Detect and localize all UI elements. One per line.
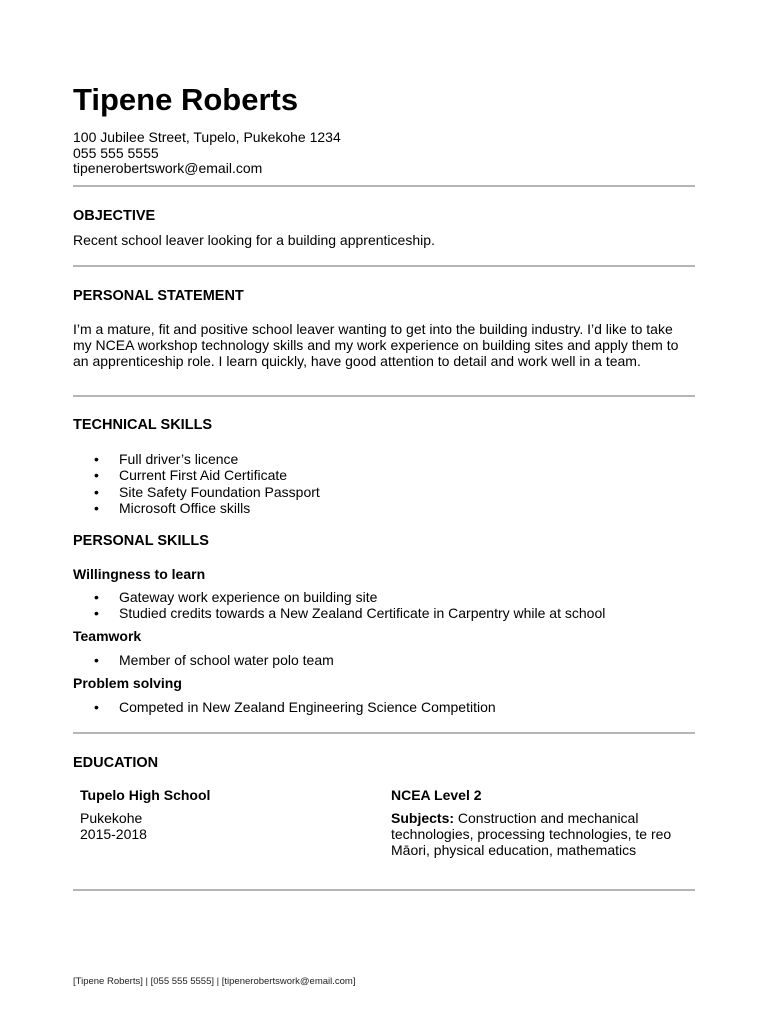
qualification-name: NCEA Level 2 (391, 787, 482, 803)
list-item: • Site Safety Foundation Passport (73, 484, 320, 500)
divider (73, 732, 695, 734)
list-item: • Competed in New Zealand Engineering Science Competition (73, 699, 496, 715)
list-item: • Current First Aid Certificate (73, 467, 320, 483)
divider (73, 395, 695, 397)
education-heading: EDUCATION (73, 755, 159, 771)
technical-skills-heading: TECHNICAL SKILLS (73, 417, 213, 433)
personal-statement-heading: PERSONAL STATEMENT (73, 288, 244, 304)
list-item: • Microsoft Office skills (73, 500, 320, 516)
objective-heading: OBJECTIVE (73, 208, 156, 224)
divider (73, 185, 695, 187)
subjects-text: Construction and mechanical technologies, processing technologies, te reo Māori, physical education, mathematics (391, 810, 672, 858)
personal-skills-heading: PERSONAL SKILLS (73, 533, 209, 549)
skill-group-list (73, 699, 496, 715)
school-name: Tupelo High School (80, 787, 211, 803)
skill-group-list (73, 589, 605, 622)
email: tipenerobertswork@email.com (73, 160, 263, 176)
skill-group-title: Problem solving (73, 675, 182, 691)
divider (73, 889, 695, 891)
skill-group-title: Teamwork (73, 628, 142, 644)
personal-statement-text: I’m a mature, fit and positive school leaver wanting to get into the building industry. I’d like to take my NCEA workshop technology skills and my work experience on building sites and apply them to an apprenticeship role. I learn quickly, have good attention to detail and work well in a team. (73, 321, 679, 369)
divider (73, 265, 695, 267)
contact-block (73, 130, 341, 177)
skill-group-title: Willingness to learn (73, 566, 206, 582)
subjects-label: Subjects: (391, 810, 455, 826)
technical-skills-list (73, 451, 320, 516)
page-footer: [Tipene Roberts] | [055 555 5555] | [tipenerobertswork@email.com] (73, 976, 356, 987)
school-years: 2015-2018 (80, 826, 147, 842)
candidate-name: Tipene Roberts (73, 82, 299, 117)
subjects (391, 810, 695, 858)
list-item: • Member of school water polo team (73, 652, 334, 668)
list-item: • Full driver’s licence (73, 451, 320, 467)
school-location: Pukekohe (80, 810, 143, 826)
phone: 055 555 5555 (73, 144, 159, 161)
objective-text: Recent school leaver looking for a building apprenticeship. (73, 232, 435, 248)
address: 100 Jubilee Street, Tupelo, Pukekohe 1234 (73, 129, 341, 145)
list-item: • Studied credits towards a New Zealand Certificate in Carpentry while at school (73, 605, 605, 621)
education-school-column (80, 787, 380, 842)
list-item: • Gateway work experience on building site (73, 589, 605, 605)
skill-group-list (73, 652, 334, 668)
education-qualification-column (391, 787, 695, 858)
